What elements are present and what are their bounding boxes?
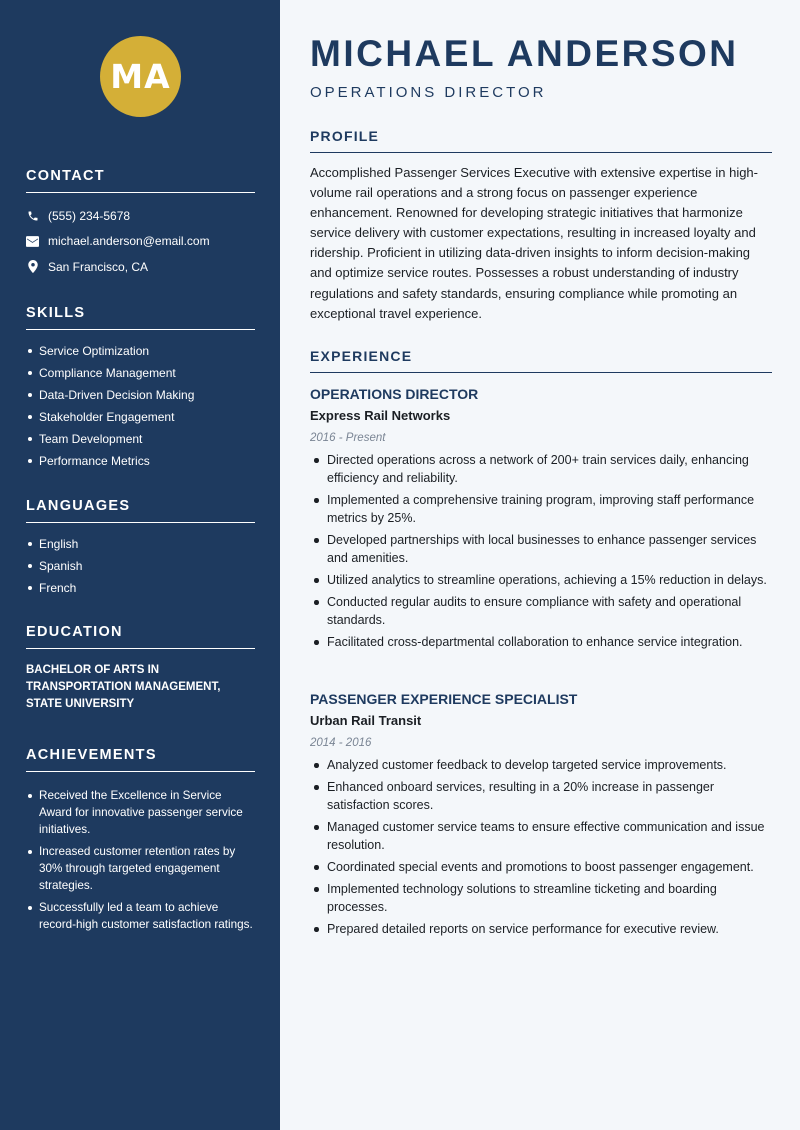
avatar: MA [100, 36, 181, 117]
education-degree: BACHELOR OF ARTS IN TRANSPORTATION MANAGEMENT, STATE UNIVERSITY [26, 664, 221, 710]
job-bullet: Directed operations across a network of 200+ train services daily, enhancing efficiency and reliability. [310, 451, 772, 487]
contact-email [26, 229, 255, 255]
languages-heading: LANGUAGES [26, 498, 255, 523]
skill-item: Data-Driven Decision Making [26, 384, 255, 406]
achievement-item: Received the Excellence in Service Award for innovative passenger service initiatives. [26, 787, 255, 838]
job-bullet: Coordinated special events and promotions to boost passenger engagement. [310, 858, 772, 876]
job-company: Express Rail Networks [310, 408, 451, 423]
job-title: OPERATIONS DIRECTOR [310, 386, 479, 402]
contact-phone [26, 203, 255, 229]
skill-item: Compliance Management [26, 362, 255, 384]
phone-text: (555) 234-5678 [48, 208, 131, 223]
achievements-section [26, 747, 255, 938]
job-entry [310, 383, 772, 655]
job-bullet: Implemented a comprehensive training program, improving staff performance metrics by 25%. [310, 491, 772, 527]
skill-item: Service Optimization [26, 340, 255, 362]
candidate-name: MICHAEL ANDERSON [310, 33, 739, 74]
skill-item: Performance Metrics [26, 450, 255, 472]
experience-heading: EXPERIENCE [310, 348, 772, 373]
location-text: San Francisco, CA [48, 259, 149, 274]
education-heading: EDUCATION [26, 624, 255, 649]
languages-section [26, 498, 255, 599]
job-bullet: Prepared detailed reports on service performance for executive review. [310, 920, 772, 938]
email-text: michael.anderson@email.com [48, 234, 210, 249]
education-section [26, 624, 255, 713]
location-pin-icon [26, 260, 39, 273]
job-bullet: Developed partnerships with local businesses to enhance passenger services and amenities. [310, 531, 772, 567]
skills-heading: SKILLS [26, 305, 255, 330]
sidebar [0, 0, 280, 1130]
job-bullet: Analyzed customer feedback to develop targeted service improvements. [310, 756, 772, 774]
job-bullet: Facilitated cross-departmental collaboration to enhance service integration. [310, 633, 772, 651]
skills-section [26, 305, 255, 473]
contact-heading: CONTACT [26, 168, 255, 193]
language-item: French [26, 577, 255, 599]
job-bullet: Implemented technology solutions to streamline ticketing and boarding processes. [310, 880, 772, 916]
skill-item: Team Development [26, 428, 255, 450]
languages-list [26, 533, 255, 599]
achievement-item: Successfully led a team to achieve record-high customer satisfaction ratings. [26, 899, 255, 933]
job-company: Urban Rail Transit [310, 713, 422, 728]
achievements-heading: ACHIEVEMENTS [26, 747, 255, 772]
achievements-list [26, 787, 255, 933]
contact-section [26, 168, 255, 280]
skills-list [26, 340, 255, 473]
job-title: PASSENGER EXPERIENCE SPECIALIST [310, 691, 578, 707]
email-icon [26, 235, 39, 248]
language-item: Spanish [26, 555, 255, 577]
achievement-item: Increased customer retention rates by 30% through targeted engagement strategies. [26, 843, 255, 894]
profile-text: Accomplished Passenger Services Executive with extensive expertise in high-volume rail operations and a strong focus on passenger experience enhancement. Renowned for developing strategic initiatives that harmonize service delivery with customer expectations, resulting in increased loyalty and ridership. Proficient in utilizing data-driven insights to inform decision-making and optimize service routes. Possesses a robust understanding of industry regulations and safety standards, ensuring compliance while promoting an exceptional travel experience. [310, 165, 758, 321]
job-dates: 2014 - 2016 [310, 737, 372, 749]
job-bullet: Managed customer service teams to ensure effective communication and issue resolution. [310, 818, 772, 854]
job-bullet: Conducted regular audits to ensure compliance with safety and operational standards. [310, 593, 772, 629]
job-bullets [310, 756, 772, 938]
language-item: English [26, 533, 255, 555]
job-bullets [310, 451, 772, 651]
phone-icon [26, 209, 39, 222]
job-entry [310, 688, 772, 942]
job-subtitle: OPERATIONS DIRECTOR [310, 84, 547, 101]
job-dates: 2016 - Present [310, 432, 386, 444]
contact-location [26, 254, 255, 280]
profile-heading: PROFILE [310, 128, 772, 153]
job-bullet: Enhanced onboard services, resulting in a 20% increase in passenger satisfaction scores. [310, 778, 772, 814]
skill-item: Stakeholder Engagement [26, 406, 255, 428]
job-bullet: Utilized analytics to streamline operations, achieving a 15% reduction in delays. [310, 571, 772, 589]
